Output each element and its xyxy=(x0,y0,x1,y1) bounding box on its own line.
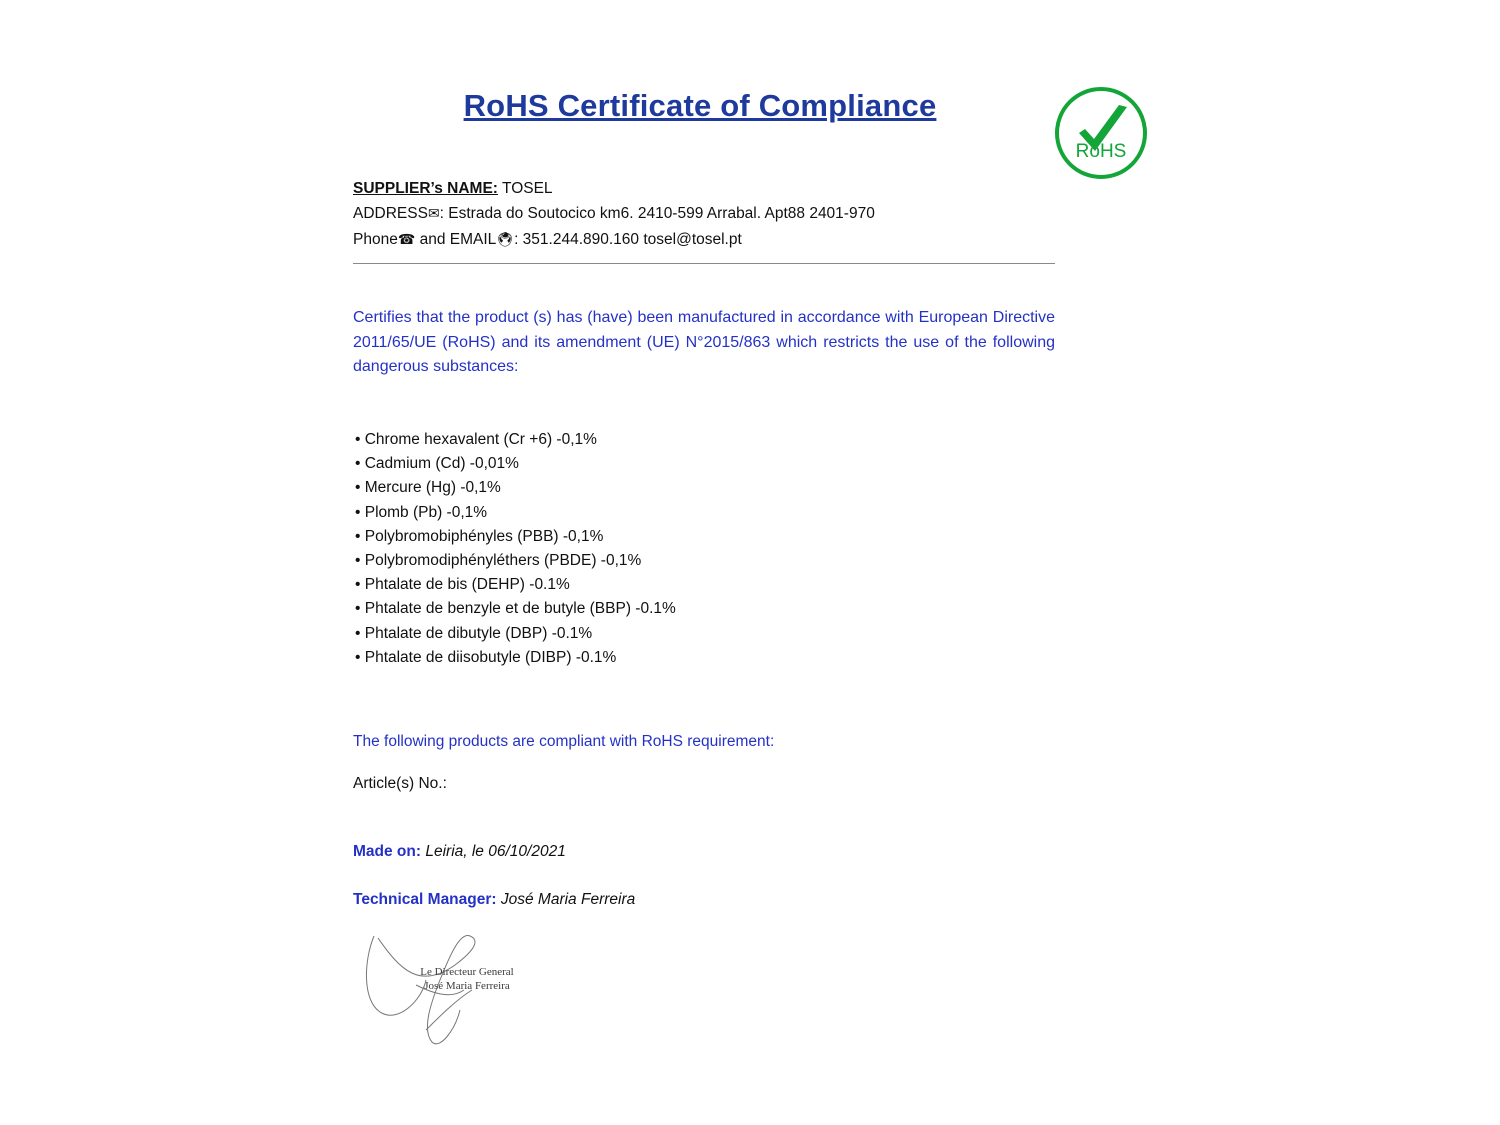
list-item: • Plomb (Pb) -0,1% xyxy=(355,503,488,521)
telephone-icon: ☎ xyxy=(397,232,416,248)
technical-manager-line xyxy=(353,891,635,909)
list-item: • Mercure (Hg) -0,1% xyxy=(355,479,501,497)
phone-label: Phone xyxy=(353,231,398,248)
address-value: : Estrada do Soutocico km6. 2410-599 Arrabal. Apt88 2401-970 xyxy=(439,205,875,222)
list-item: • Phtalate de bis (DEHP) -0.1% xyxy=(355,576,570,594)
address-label: ADDRESS xyxy=(353,205,428,222)
technical-manager-label: Technical Manager: xyxy=(353,891,497,908)
list-item: • Polybromodiphényléthers (PBDE) -0,1% xyxy=(355,552,642,570)
contact-value: : 351.244.890.160 tosel@tosel.pt xyxy=(514,231,742,248)
signature-line-2: José Maria Ferreira xyxy=(424,980,510,992)
header-divider xyxy=(353,263,1055,264)
list-item: • Phtalate de benzyle et de butyle (BBP) -0.1% xyxy=(355,600,676,618)
list-item: • Chrome hexavalent (Cr +6) -0,1% xyxy=(355,431,597,448)
svg-text:RoHS: RoHS xyxy=(1075,141,1127,162)
supplier-name-value: TOSEL xyxy=(502,180,553,197)
supplier-name-label: SUPPLIER’s NAME: xyxy=(353,180,498,197)
rohs-badge xyxy=(1053,85,1149,181)
list-item: • Polybromobiphényles (PBB) -0,1% xyxy=(355,527,604,545)
supplier-address-line xyxy=(353,201,1073,227)
made-on-value: Leiria, le 06/10/2021 xyxy=(425,843,566,860)
supplier-contact-line xyxy=(353,227,1073,253)
supplier-name-line xyxy=(353,176,1073,201)
made-on-line xyxy=(353,843,566,861)
signature-line-1: Le Directeur General xyxy=(420,966,514,978)
technical-manager-value: José Maria Ferreira xyxy=(500,891,636,908)
rohs-badge-graphic xyxy=(1053,85,1149,181)
page-title: RoHS Certificate of Compliance xyxy=(463,88,937,123)
list-item: • Phtalate de diisobutyle (DIBP) -0.1% xyxy=(355,648,617,666)
supplier-block xyxy=(353,176,1073,253)
email-label: and EMAIL xyxy=(415,231,497,248)
made-on-label: Made on: xyxy=(353,843,422,860)
articles-label: Article(s) No.: xyxy=(353,775,447,792)
mail-tray-icon: 🖲 xyxy=(496,232,515,248)
compliant-products-note: The following products are compliant with RoHS requirement: xyxy=(353,733,775,750)
list-item: • Phtalate de dibutyle (DBP) -0.1% xyxy=(355,624,593,642)
list-item: • Cadmium (Cd) -0,01% xyxy=(355,455,519,473)
envelope-icon: ✉ xyxy=(427,206,440,222)
substances-list xyxy=(355,428,1055,670)
certifies-paragraph: Certifies that the product (s) has (have) been manufactured in accordance with European Directive 2011/65/UE (RoHS) and its amendment (UE) N°2015/863 which restricts the use of the following dangerous substances: xyxy=(353,309,1055,375)
signature-caption xyxy=(392,965,542,993)
